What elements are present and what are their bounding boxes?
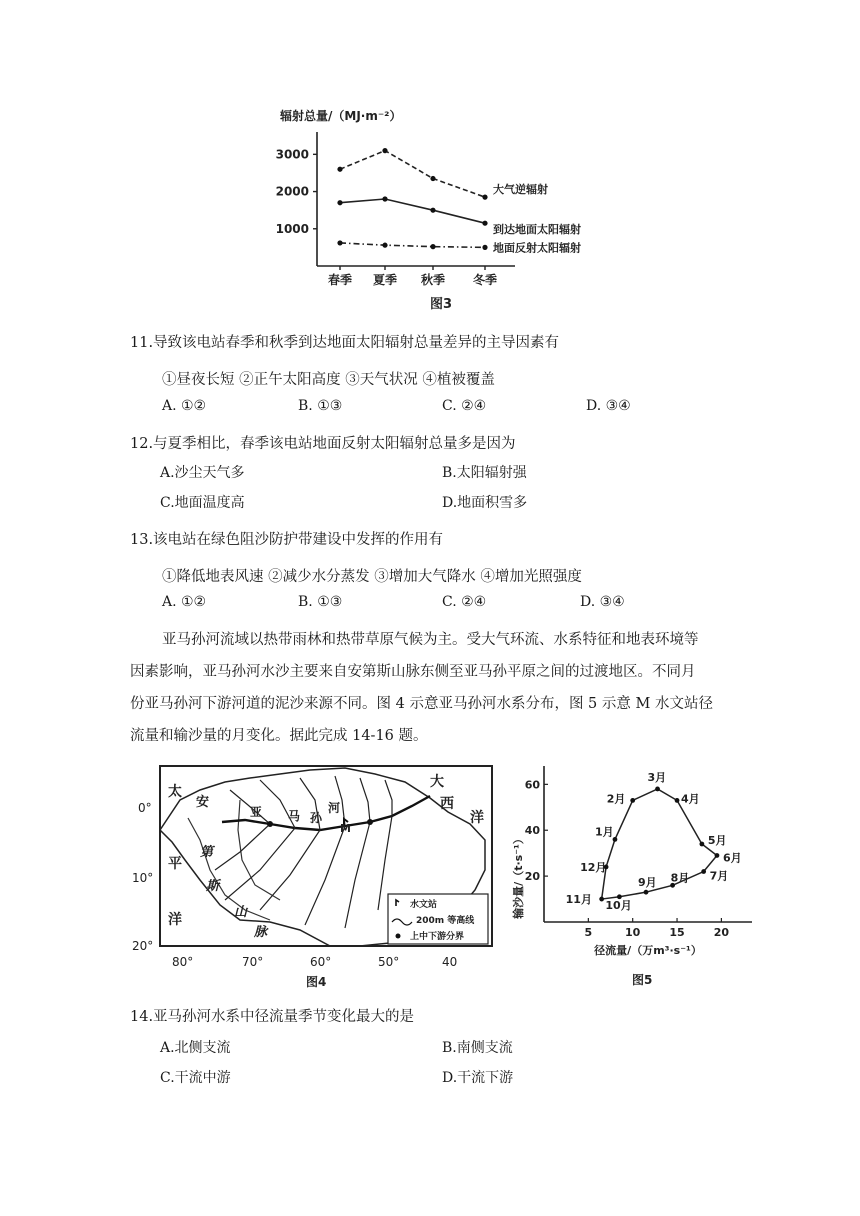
label-station-m: M [340, 822, 351, 835]
q12-option-a[interactable]: A.沙尘天气多 [160, 465, 245, 481]
label-yang: 洋 [168, 912, 182, 928]
label-yang-2: 洋 [470, 810, 484, 826]
label-si: 斯 [206, 879, 220, 894]
passage-line: 因素影响，亚马孙河水沙主要来自安第斯山脉东侧至亚马孙平原之间的过渡地区。不同月 [130, 664, 696, 680]
fig5-point-label: 11月 [565, 893, 592, 907]
fig3-point [430, 208, 435, 213]
fig5-ylabel: 输沙量/（t·s⁻¹） [512, 833, 525, 919]
fig5-point-label: 3月 [647, 770, 667, 784]
label-ping: 平 [168, 856, 182, 872]
lon-60: 60° [310, 955, 332, 969]
fig5-ytick-label: 20 [524, 870, 540, 884]
label-tai: 太 [168, 784, 182, 800]
q14-option-d[interactable]: D.干流下游 [442, 1070, 514, 1086]
fig5-ytick-label: 40 [524, 824, 540, 838]
label-ya: 亚 [250, 805, 263, 819]
q11-stem: 11.导致该电站春季和秋季到达地面太阳辐射总量差异的主导因素有 [130, 335, 560, 351]
fig4-caption: 图4 [306, 975, 327, 989]
lat-10: 10° [132, 871, 154, 885]
q14-option-c[interactable]: C.干流中游 [160, 1070, 231, 1086]
lat-20: 20° [132, 939, 154, 953]
q12-option-c[interactable]: C.地面温度高 [160, 495, 245, 511]
fig3-series-label: 到达地面太阳辐射 [493, 223, 581, 237]
fig5-point [715, 853, 720, 858]
lon-80: 80° [172, 955, 194, 969]
fig3-point [430, 244, 435, 249]
q13-option-b[interactable]: B. ①③ [298, 594, 343, 610]
label-ma: 马 [288, 809, 301, 823]
fig3-point [482, 245, 487, 250]
q11-option-c[interactable]: C. ②④ [442, 398, 487, 414]
fig5-point [699, 842, 704, 847]
fig3-point [430, 176, 435, 181]
q13-items: ①降低地表风速 ②减少水分蒸发 ③增加大气降水 ④增加光照强度 [162, 569, 582, 585]
legend-station: 水文站 [410, 900, 438, 910]
legend-boundary: 上中下游分界 [410, 932, 465, 942]
fig5-xlabel: 径流量/（万m³·s⁻¹） [594, 944, 702, 957]
fig3-point [382, 243, 387, 248]
q13-option-d[interactable]: D. ③④ [580, 594, 625, 610]
q12-option-d[interactable]: D.地面积雪多 [442, 495, 528, 511]
passage-line: 份亚马孙河下游河道的泥沙来源不同。图 4 示意亚马孙河水系分布，图 5 示意 M 水文站径 [130, 696, 713, 712]
boundary-dot [267, 821, 273, 827]
fig5-point-label: 10月 [605, 898, 632, 912]
lat-0: 0° [138, 801, 152, 815]
fig3-point [337, 240, 342, 245]
q14-option-b[interactable]: B.南侧支流 [442, 1040, 513, 1056]
q13-option-c[interactable]: C. ②④ [442, 594, 487, 610]
lon-70: 70° [242, 955, 264, 969]
fig4-map [130, 760, 500, 992]
fig5-chart [508, 756, 758, 994]
boundary-dot [367, 819, 373, 825]
fig3-xtick-label: 夏季 [372, 273, 398, 287]
fig3-series-label: 大气逆辐射 [493, 183, 548, 197]
q12-option-b[interactable]: B.太阳辐射强 [442, 465, 527, 481]
map-legend [388, 894, 488, 944]
fig5-point-label: 2月 [606, 792, 626, 806]
fig3-ytick-label: 1000 [275, 221, 309, 236]
q14-stem: 14.亚马孙河水系中径流量季节变化最大的是 [130, 1009, 415, 1025]
passage-line: 亚马孙河流域以热带雨林和热带草原气候为主。受大气环流、水系特征和地表环境等 [162, 632, 699, 648]
fig3-point [382, 196, 387, 201]
passage-line: 流量和输沙量的月变化。据此完成 14-16 题。 [130, 728, 428, 744]
fig5-xtick-label: 15 [669, 926, 685, 939]
q11-option-d[interactable]: D. ③④ [586, 398, 631, 414]
q12-stem: 12.与夏季相比，春季该电站地面反射太阳辐射总量多是因为 [130, 436, 516, 452]
fig3-ytick-label: 2000 [275, 184, 309, 199]
fig5-point-label: 4月 [681, 792, 700, 806]
label-di: 第 [200, 845, 214, 860]
label-mai: 脉 [254, 925, 268, 940]
q13-option-a[interactable]: A. ①② [162, 594, 207, 610]
fig5-point-label: 8月 [670, 871, 690, 885]
fig3-ytick-label: 3000 [275, 147, 309, 162]
label-an: 安 [196, 795, 210, 810]
fig3-xtick-label: 冬季 [472, 273, 498, 287]
fig5-point [701, 869, 706, 874]
fig5-point-label: 7月 [709, 869, 729, 883]
fig5-point [655, 787, 660, 792]
fig5-point-label: 5月 [707, 834, 727, 847]
fig5-point-label: 6月 [722, 851, 742, 865]
fig3-point [482, 221, 487, 226]
fig5-xtick-label: 10 [625, 926, 641, 939]
fig3-ylabel: 辐射总量/（MJ·m⁻²） [280, 109, 402, 123]
fig5-point [644, 890, 649, 895]
label-he: 河 [328, 801, 341, 815]
legend-contour: 200m 等高线 [416, 916, 475, 926]
label-sun: 孙 [310, 811, 323, 825]
q11-option-b[interactable]: B. ①③ [298, 398, 343, 414]
fig3-xtick-label: 秋季 [420, 273, 446, 287]
fig3-chart [260, 100, 620, 325]
label-shan: 山 [234, 905, 248, 920]
q11-option-a[interactable]: A. ①② [162, 398, 207, 414]
label-xi: 西 [440, 796, 454, 812]
fig5-xtick-label: 20 [713, 926, 730, 939]
fig3-point [382, 148, 387, 153]
fig3-caption: 图3 [430, 297, 453, 312]
fig3-point [482, 195, 487, 200]
fig5-point-label: 9月 [638, 876, 657, 890]
fig3-series-line [340, 243, 485, 247]
fig3-series-line [340, 199, 485, 223]
q11-items: ①昼夜长短 ②正午太阳高度 ③天气状况 ④植被覆盖 [162, 372, 495, 388]
fig3-point [337, 200, 342, 205]
label-da: 大 [430, 774, 444, 790]
fig3-series-line [340, 151, 485, 198]
q13-stem: 13.该电站在绿色阻沙防护带建设中发挥的作用有 [130, 532, 444, 548]
fig5-point-label: 1月 [594, 825, 614, 839]
q14-option-a[interactable]: A.北侧支流 [160, 1040, 231, 1056]
lon-40: 40 [442, 955, 458, 969]
fig5-point-label: 12月 [580, 860, 607, 874]
fig3-xtick-label: 春季 [327, 273, 353, 287]
fig5-point [630, 798, 635, 803]
fig5-point [599, 897, 604, 902]
fig3-point [337, 167, 342, 172]
fig5-point [675, 798, 680, 803]
fig5-ytick-label: 60 [524, 778, 540, 792]
fig5-caption: 图5 [632, 973, 653, 987]
fig3-series-label: 地面反射太阳辐射 [493, 241, 581, 255]
boundary-legend-icon [396, 934, 401, 939]
fig5-xtick-label: 5 [584, 926, 593, 939]
lon-50: 50° [378, 955, 400, 969]
